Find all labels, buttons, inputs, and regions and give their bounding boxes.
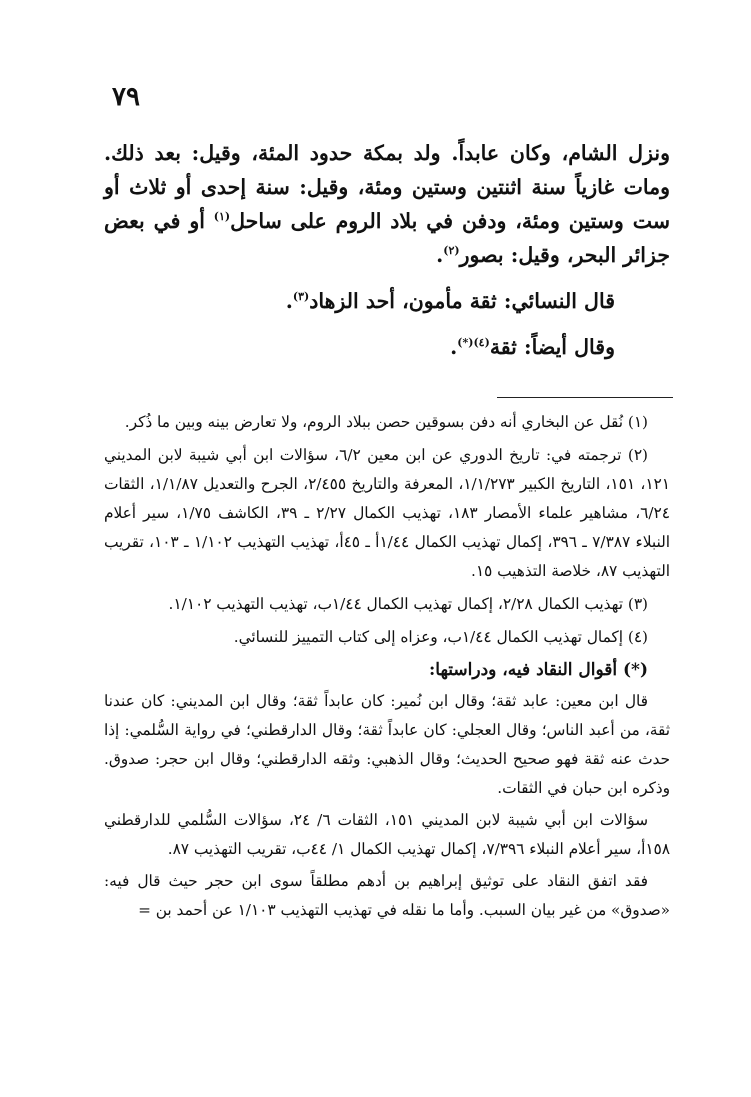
critics-paragraph-2: سؤالات ابن أبي شيبة لابن المديني ١٥١، الثقات ٦/ ٢٤، سؤالات السُّلمي للدارقطني ١٥٨أ، سير أعلام النبلاء ٧/٣٩٦، إكمال تهذيب الكمال ١/ ٤٤ب، تقريب التهذيب ٨٧. <box>104 811 670 858</box>
also-quote <box>104 330 615 364</box>
main-paragraph-continuation: أو في بعض جزائر البحر، وقيل: بصور <box>104 209 670 267</box>
critics-heading: (*) أقوال النقاد فيه، ودراستها: <box>429 660 648 680</box>
also-quote-end: . <box>450 335 458 359</box>
main-paragraph <box>104 136 670 272</box>
main-text <box>104 136 670 364</box>
footnote-number: (٤) <box>627 628 648 646</box>
footnote-number: (٢) <box>627 446 648 464</box>
footnote-number: (١) <box>627 413 648 431</box>
footnote-text: نُقل عن البخاري أنه دفن بسوقين حصن ببلاد الروم، ولا تعارض بينه وبين ما ذُكر. <box>124 413 623 431</box>
footnote-ref-1: (١) <box>213 210 231 224</box>
nasai-quote-end: . <box>285 289 293 313</box>
footnote-ref-4: (٤)(*) <box>457 336 490 350</box>
footnote-text: إكمال تهذيب الكمال ١/٤٤ب، وعزاه إلى كتاب التمييز للنسائي. <box>233 628 623 646</box>
also-quote-text: وقال أيضاً: ثقة <box>489 335 615 359</box>
footnote-ref-2: (٢) <box>443 244 460 258</box>
nasai-quote <box>104 284 615 318</box>
footnote-number: (٣) <box>627 595 648 613</box>
nasai-quote-text: قال النسائي: ثقة مأمون، أحد الزهاد <box>309 289 615 313</box>
critics-paragraph-3: فقد اتفق النقاد على توثيق إبراهيم بن أدهم مطلقاً سوى ابن حجر حيث قال فيه: «صدوق» من غير بيان السبب. وأما ما نقله في تهذيب التهذيب ١/١٠٣ عن أحمد بن = <box>104 872 670 919</box>
main-paragraph-text: ونزل الشام، وكان عابداً. ولد بمكة حدود المئة، وقيل: بعد ذلك. ومات غازياً سنة اثنتين وستين ومئة، وقيل: سنة إحدى أو ثلاث أو ست وستين ومئة، ودفن في بلاد الروم على ساحل <box>104 141 670 233</box>
footnote-text: تهذيب الكمال ٢/٢٨، إكمال تهذيب الكمال ١/٤٤ب، تهذيب التهذيب ١/١٠٢. <box>168 595 623 613</box>
footnotes <box>104 408 670 928</box>
footnote-1 <box>104 408 670 437</box>
footnote-2 <box>104 441 670 586</box>
footnote-4 <box>104 623 670 652</box>
footnote-divider <box>497 397 673 398</box>
critics-paragraph-1: قال ابن معين: عابد ثقة؛ وقال ابن نُمير: كان عابداً ثقة؛ وقال ابن المديني: كان عندنا ثقة، من أعبد الناس؛ وقال العجلي: كان عابداً ثقة؛ وقال الدارقطني؛ في رواية السُّلمي: إذا حدث عنه ثقة فهو صحيح الحديث؛ وقال الذهبي: وثقه الدارقطني؛ وقال ابن حجر: صدوق. وذكره ابن حبان في الثقات. <box>104 692 670 797</box>
footnote-3 <box>104 590 670 619</box>
main-paragraph-end: . <box>436 243 444 267</box>
footnote-text: ترجمته في: تاريخ الدوري عن ابن معين ٦/٢، سؤالات ابن أبي شيبة لابن المديني ١٢١، ١٥١، التاريخ الكبير ١/١/٢٧٣، المعرفة والتاريخ ٢/٤٥٥، الجرح والتعديل ١/١/٨٧، الثقات ٦/٢٤، مشاهير علماء الأمصار ١٨٣، تهذيب الكمال ٢/٢٧ ـ ٣٩، الكاشف ١/٧٥، سير أعلام النبلاء ٧/٣٨٧ ـ ٣٩٦، إكمال تهذيب الكمال ١/٤٤أ ـ ٤٥أ، تهذيب التهذيب ١/١٠٢ ـ ١٠٣، تقريب التهذيب ٨٧، خلاصة التذهيب ١٥. <box>104 446 670 580</box>
page-number: ٧٩ <box>112 82 140 112</box>
footnote-ref-3: (٣) <box>292 290 310 304</box>
